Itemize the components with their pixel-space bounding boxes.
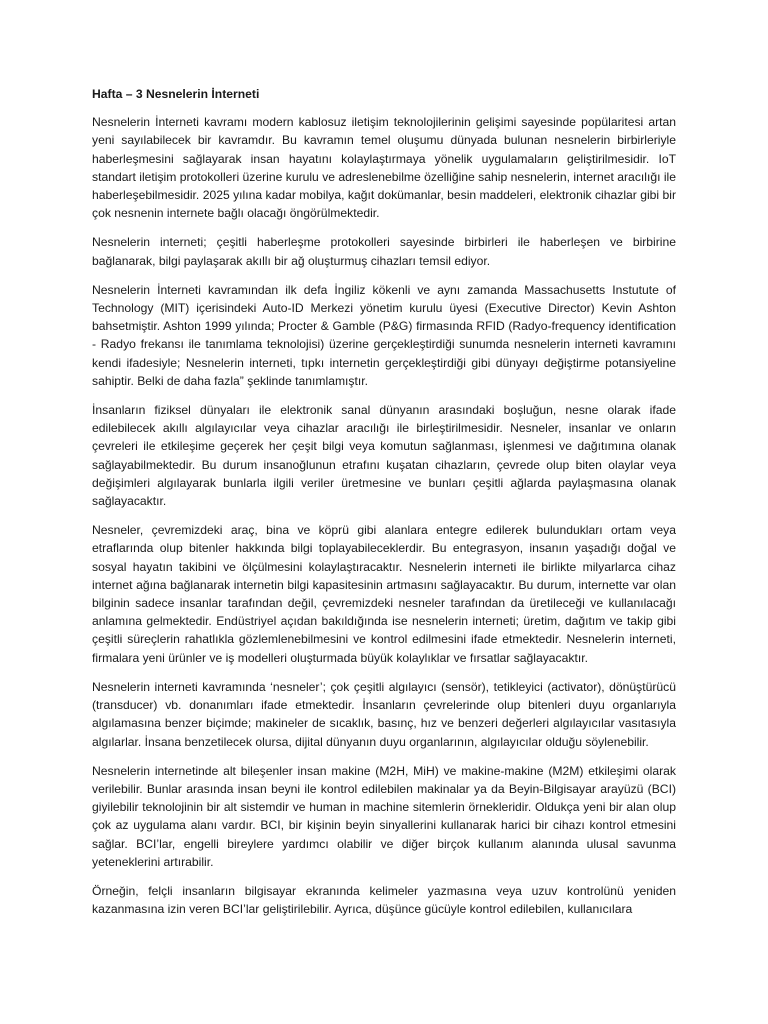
paragraph: Nesnelerin İnterneti kavramından ilk defa İngiliz kökenli ve aynı zamanda Massachusetts Instutute of Technology (MIT) içerisindeki Auto-ID Merkezi yönetim kurulu üyesi (Executive Director) Kevin Ashton bahsetmiştir. Ashton 1999 yılında; Procter & Gamble (P&G) firmasında RFID (Radyo-frequency identification - Radyo frekansı ile tanımlama teknolojisi) üzerine gerçekleştirdiği sunumda nesnelerin interneti kavramını kendi ifadesiyle; Nesnelerin interneti, tıpkı internetin gerçekleştirdiği gibi dünyayı değiştirme potansiyeline sahiptir. Belki de daha fazla” şeklinde tanımlamıştır. [92,282,676,388]
paragraph: Nesnelerin internetinde alt bileşenler insan makine (M2H, MiH) ve makine-makine (M2M) etkileşimi olarak verilebilir. Bunlar arasında insan beyni ile kontrol edilebilen makinalar ya da Beyin-Bilgisayar arayüzü (BCI) giyilebilir teknolojinin bir alt sistemdir ve human in machine sitemlerin örnekleridir. Oldukça yeni bir alan olup çok az uygulama alanı vardır. BCI, bir kişinin beyin sinyallerini kullanarak harici bir cihazı kontrol etmesini sağlar. BCI’lar, engelli bireylere yardımcı olabilir ve diğer birçok kullanım alanında ulusal savunma yeteneklerini artırabilir. [92,763,676,869]
paragraph: Örneğin, felçli insanların bilgisayar ekranında kelimeler yazmasına veya uzuv kontrolünü yeniden kazanmasına izin veren BCI’lar geliştirilebilir. Ayrıca, düşünce gücüyle kontrol edilebilen, kullanıcılara [92,883,676,917]
paragraph: Nesneler, çevremizdeki araç, bina ve köprü gibi alanlara entegre edilerek bulundukları ortam veya etraflarında olup bitenler hakkında bilgi toplayabileceklerdir. Bu entegrasyon, insanın yaşadığı doğal ve sosyal hayatın takibini ve ölçülmesini kolaylaştıracaktır. Nesnelerin interneti ile birlikte milyarlarca cihaz internet ağına bağlanarak internetin bilgi kapasitesinin artmasını sağlayacaktır. Bu durum, internette var olan bilginin sadece insanlar tarafından değil, çevremizdeki nesneler tarafından da üretileceği ve kullanılacağı anlamına gelmektedir. Endüstriyel açıdan bakıldığında ise nesnelerin interneti; üretim, dağıtım ve takip gibi çeşitli süreçlerin rahatlıkla gözlemlenebilmesini ve kontrol edilmesini ifade etmektedir. Nesnelerin interneti, firmalara yeni ürünler ve iş modelleri oluşturmada büyük kolaylıklar ve fırsatlar sağlayacaktır. [92,523,676,665]
document-title: Hafta – 3 Nesnelerin İnterneti [92,87,260,101]
paragraph: Nesnelerin interneti; çeşitli haberleşme protokolleri sayesinde birbirleri ile haberleşen ve birbirine bağlanarak, bilgi paylaşarak akıllı bir ağ oluşturmuş cihazları temsil ediyor. [92,235,676,268]
paragraph: İnsanların fiziksel dünyaları ile elektronik sanal dünyanın arasındaki boşluğun, nesne olarak ifade edilebilecek akıllı algılayıcılar veya cihazlar aracılığı ile birleştirilmesidir. Nesneler, insanlar ve onların çevreleri ile etkileşime geçerek her çeşit bilgi veya komutun sağlanması, işlenmesi ve dağıtımına olanak sağlayabilmektedir. Bu durum insanoğlunun etrafını kuşatan cihazların, çevrede olup biten olaylar veya değişimleri algılayarak bunlarla ilgili veriler üretmesine ve bunları çeşitli ağlarda paylaşmasına olanak sağlayacaktır. [92,403,676,509]
paragraph: Nesnelerin İnterneti kavramı modern kablosuz iletişim teknolojilerinin gelişimi sayesinde popülaritesi artan yeni sayılabilecek bir kavramdır. Bu kavramın temel oluşumu dünyada bulunan nesnelerin birbirleriyle haberleşmesini sağlayarak insan hayatını kolaylaştırmaya yönelik uygulamaların geliştirilmesidir. IoT standart iletişim protokolleri üzerine kurulu ve adreslenebilme özelliğine sahip nesnelerin, internet aracılığı ile haberleşebilmesidir. 2025 yılına kadar mobilya, kağıt dokümanlar, besin maddeleri, elektronik cihazlar gibi bir çok nesnenin internete bağlı olacağı öngörülmektedir. [92,115,676,221]
paragraph: Nesnelerin interneti kavramında ‘nesneler’; çok çeşitli algılayıcı (sensör), tetikleyici (activator), dönüştürücü (transducer) vb. donanımları ifade etmektedir. İnsanların çevrelerinde olup bitenleri duyu organlarıyla algılamasına benzer biçimde; makineler de sıcaklık, basınç, hız ve benzeri değerleri algılayıcılar vasıtasıyla algılarlar. İnsana benzetilecek olursa, dijital dünyanın duyu organlarının, algılayıcılar olduğu söylenebilir. [92,679,676,749]
